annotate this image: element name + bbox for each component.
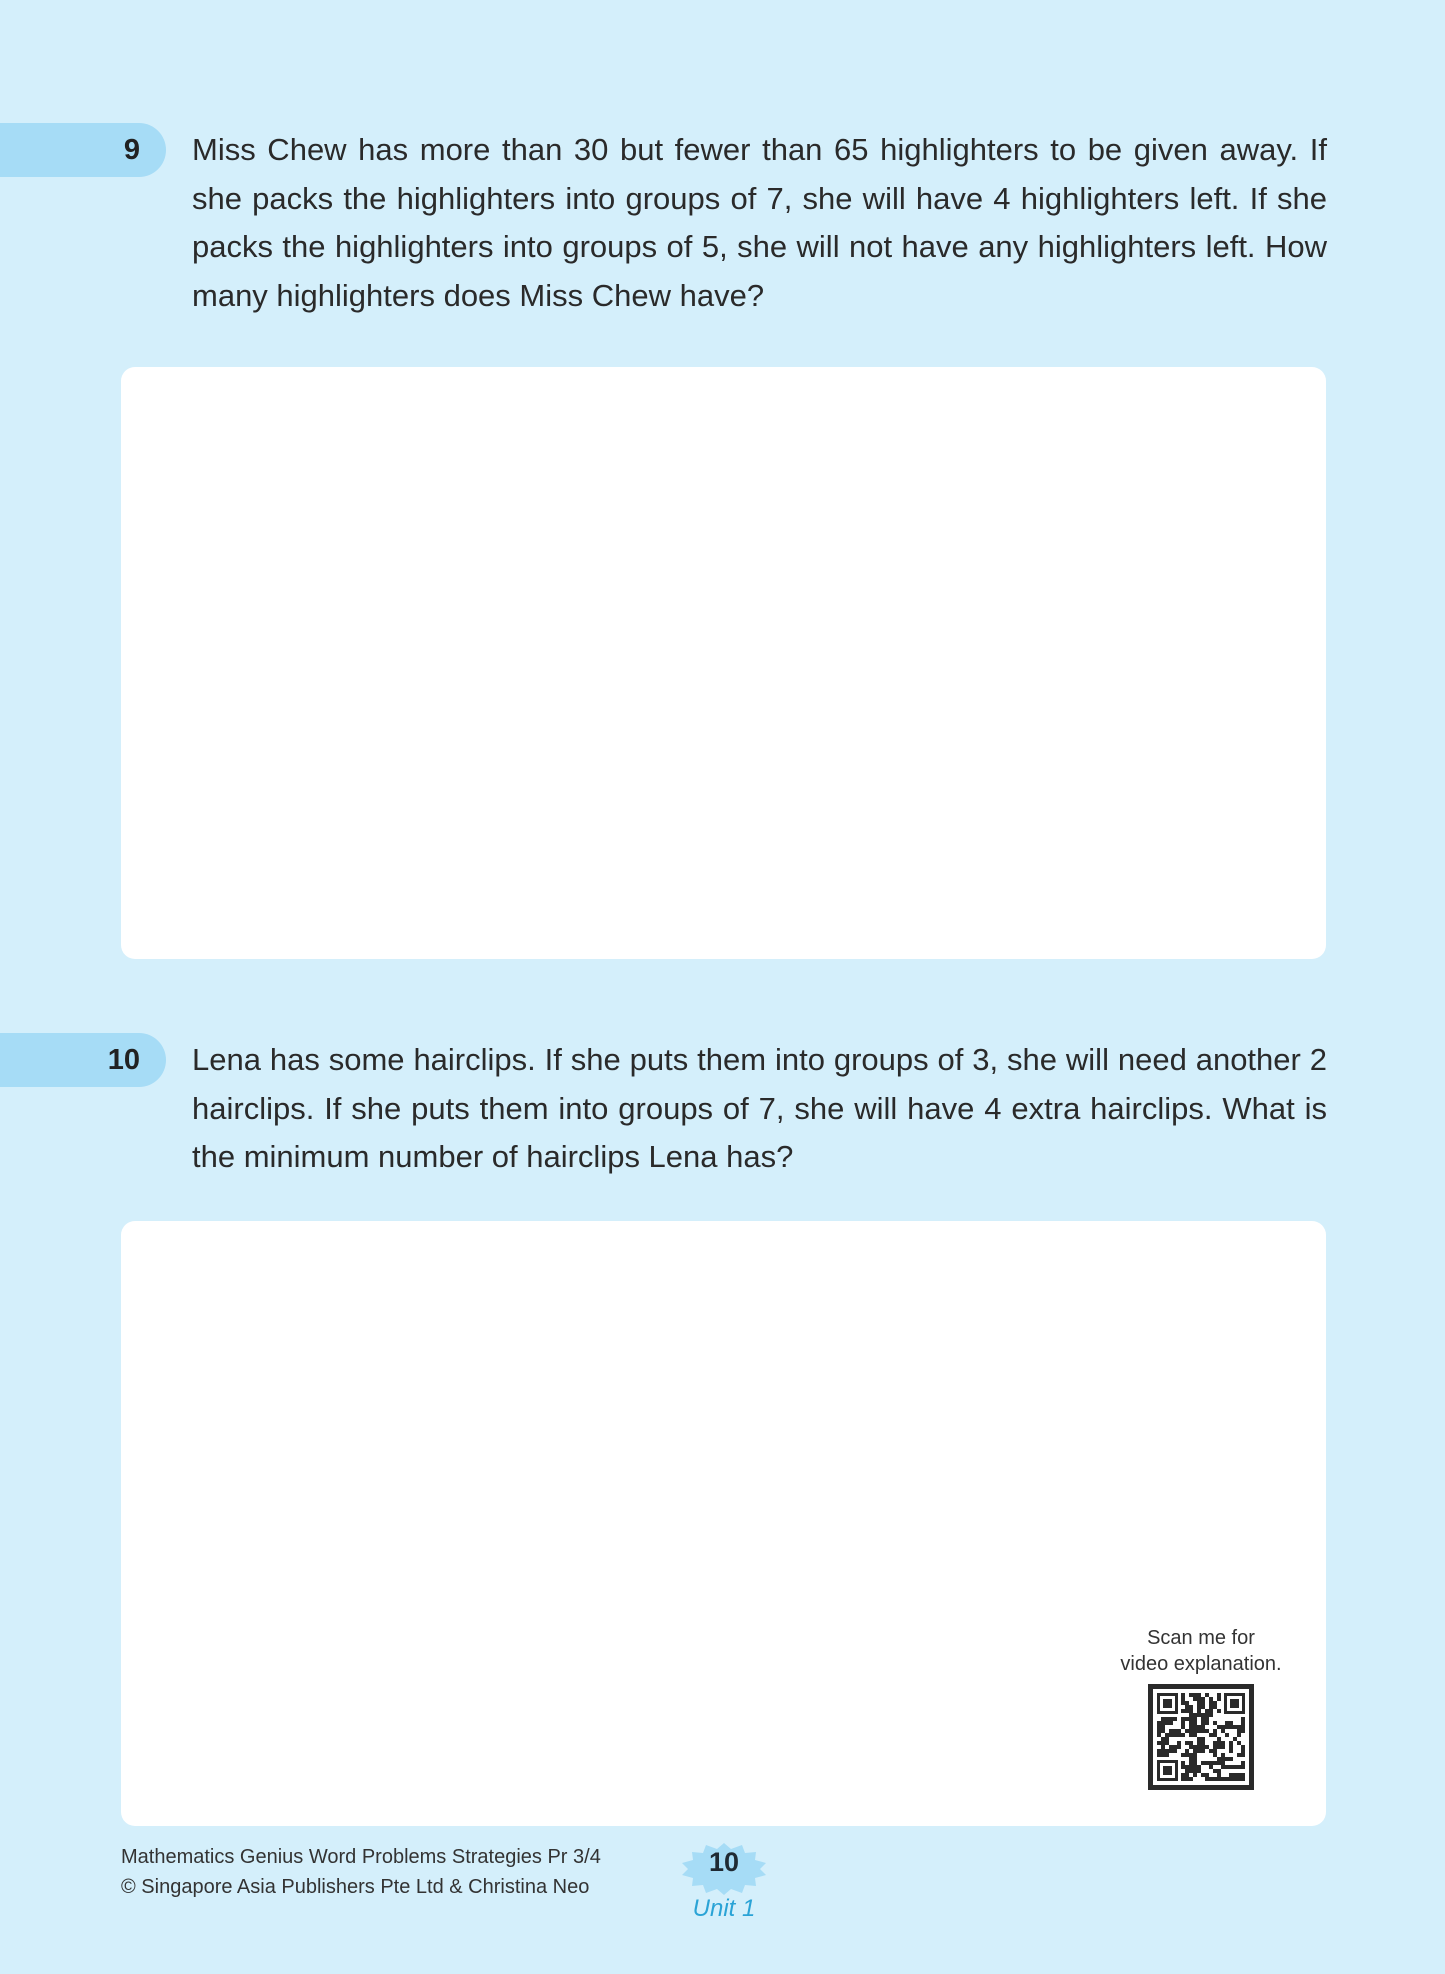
answer-area[interactable] [121, 367, 1326, 959]
unit-label: Unit 1 [692, 1895, 756, 1922]
qr-caption-line: video explanation. [1120, 1653, 1282, 1675]
qr-caption-line: Scan me for [1147, 1627, 1255, 1649]
page-number: 10 [708, 1847, 740, 1877]
question-number: 9 [123, 134, 140, 166]
question-number-tab [0, 1033, 166, 1087]
qr-code-icon[interactable] [1148, 1684, 1254, 1790]
answer-area[interactable] [121, 1221, 1326, 1826]
question-text: Miss Chew has more than 30 but fewer than 65 highlighters to be given away. If she packs the highlighters into groups of 7, she will have 4 highlighters left. If she packs the highlighters into groups of 5, she will not have any highlighters left. How many highlighters does Miss Chew have? [192, 132, 1327, 313]
question-number-tab [0, 123, 166, 177]
question-text: Lena has some hairclips. If she puts them into groups of 3, she will need another 2 hairclips. If she puts them into groups of 7, she will have 4 extra hairclips. What is the minimum number of hairclips Lena has? [192, 1042, 1327, 1174]
qr-caption [1098, 1625, 1304, 1677]
book-title: Mathematics Genius Word Problems Strategies Pr 3/4 [121, 1846, 601, 1868]
copyright-notice: © Singapore Asia Publishers Pte Ltd & Christina Neo [121, 1876, 590, 1898]
question-number: 10 [107, 1044, 140, 1076]
